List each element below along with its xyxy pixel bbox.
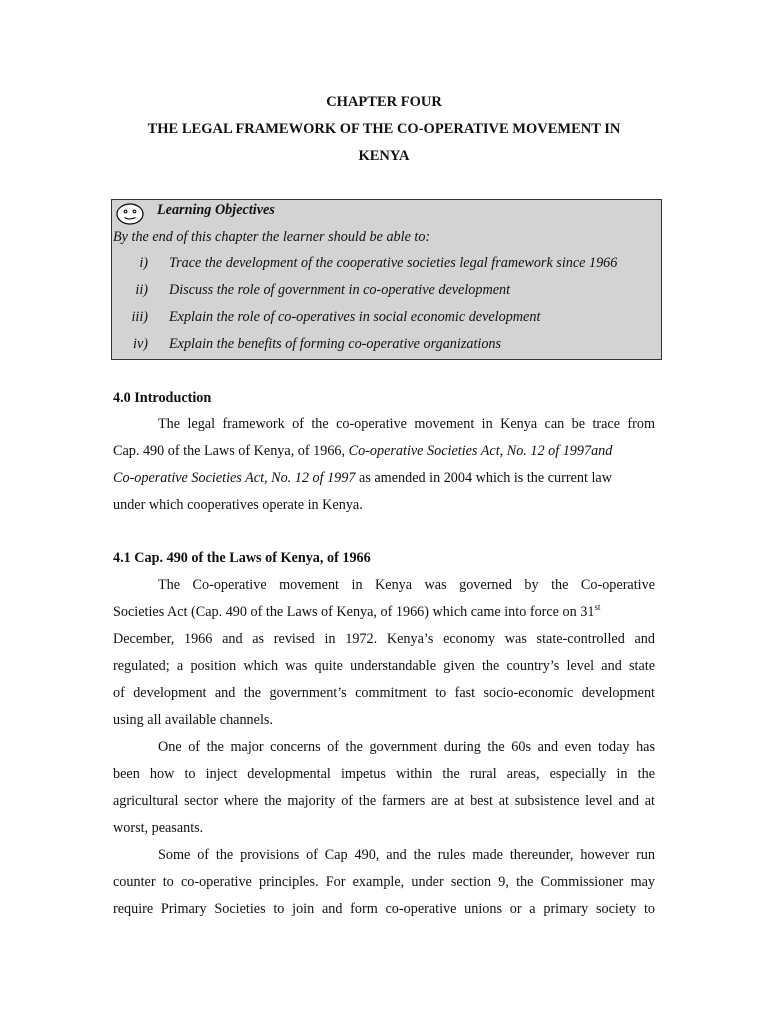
text-run-italic: Co-operative Societies Act, No. 12 of 1997 [113,470,356,486]
section-heading-4-0: 4.0 Introduction [113,390,212,406]
paragraph-line: Some of the provisions of Cap 490, and the rules made thereunder, however run [158,847,655,863]
section-4-1-paragraph-3 [113,842,655,923]
chapter-number: CHAPTER FOUR [326,94,442,110]
objective-text: Explain the role of co-operatives in social economic development [169,309,541,325]
text-run: Cap. 490 of the Laws of Kenya, of 1966, [113,443,346,459]
objectives-heading: Learning Objectives [157,202,275,218]
smiley-face-icon [116,203,144,225]
paragraph-line: counter to co-operative principles. For example, under section 9, the Commissioner may [113,874,655,890]
paragraph-line [113,438,655,465]
paragraph-line: The legal framework of the co-operative movement in Kenya can be trace from [158,416,655,432]
chapter-title-line-2: KENYA [358,148,410,164]
text-run: Societies Act (Cap. 490 of the Laws of Kenya, of 1966) which came into force on 31 [113,604,595,620]
objective-number: iv) [133,336,148,352]
paragraph-line: been how to inject developmental impetus within the rural areas, especially in the [113,766,655,782]
objective-text: Discuss the role of government in co-operative development [169,282,511,298]
section-heading-4-1: 4.1 Cap. 490 of the Laws of Kenya, of 1966 [113,550,371,566]
paragraph-line: using all available channels. [113,712,273,728]
paragraph-line: agricultural sector where the majority of the farmers are at best at subsistence level and at [113,793,655,809]
learning-objectives-box [111,199,662,360]
section-4-1-paragraph-1 [113,572,655,734]
section-4-1-paragraph-2 [113,734,655,842]
paragraph-line: One of the major concerns of the government during the 60s and even today has [158,739,655,755]
paragraph-line: regulated; a position which was quite understandable given the country’s level and state [113,658,655,674]
objective-text: Trace the development of the cooperative societies legal framework since 1966 [169,255,618,271]
chapter-title-line-1: THE LEGAL FRAMEWORK OF THE CO-OPERATIVE MOVEMENT IN [147,121,621,137]
objectives-intro: By the end of this chapter the learner should be able to: [113,229,431,245]
text-run: as amended in 2004 which is the current law [355,470,612,486]
objective-number: i) [139,255,148,271]
introduction-paragraph [113,411,655,519]
paragraph-line: December, 1966 and as revised in 1972. Kenya’s economy was state-controlled and [113,631,655,647]
objective-number: iii) [131,309,148,325]
paragraph-line: worst, peasants. [113,820,204,836]
paragraph-line: require Primary Societies to join and form co-operative unions or a primary society to [113,901,655,917]
objective-number: ii) [135,282,148,298]
objective-text: Explain the benefits of forming co-operative organizations [169,336,502,352]
text-run-italic: Co-operative Societies Act, No. 12 of 1997and [348,443,613,459]
paragraph-line [113,599,655,626]
paragraph-line: The Co-operative movement in Kenya was governed by the Co-operative [158,577,655,593]
paragraph-line: of development and the government’s commitment to fast socio-economic development [113,685,655,701]
paragraph-line [113,465,655,492]
paragraph-line: under which cooperatives operate in Kenya. [113,497,363,513]
superscript: st [594,602,601,612]
